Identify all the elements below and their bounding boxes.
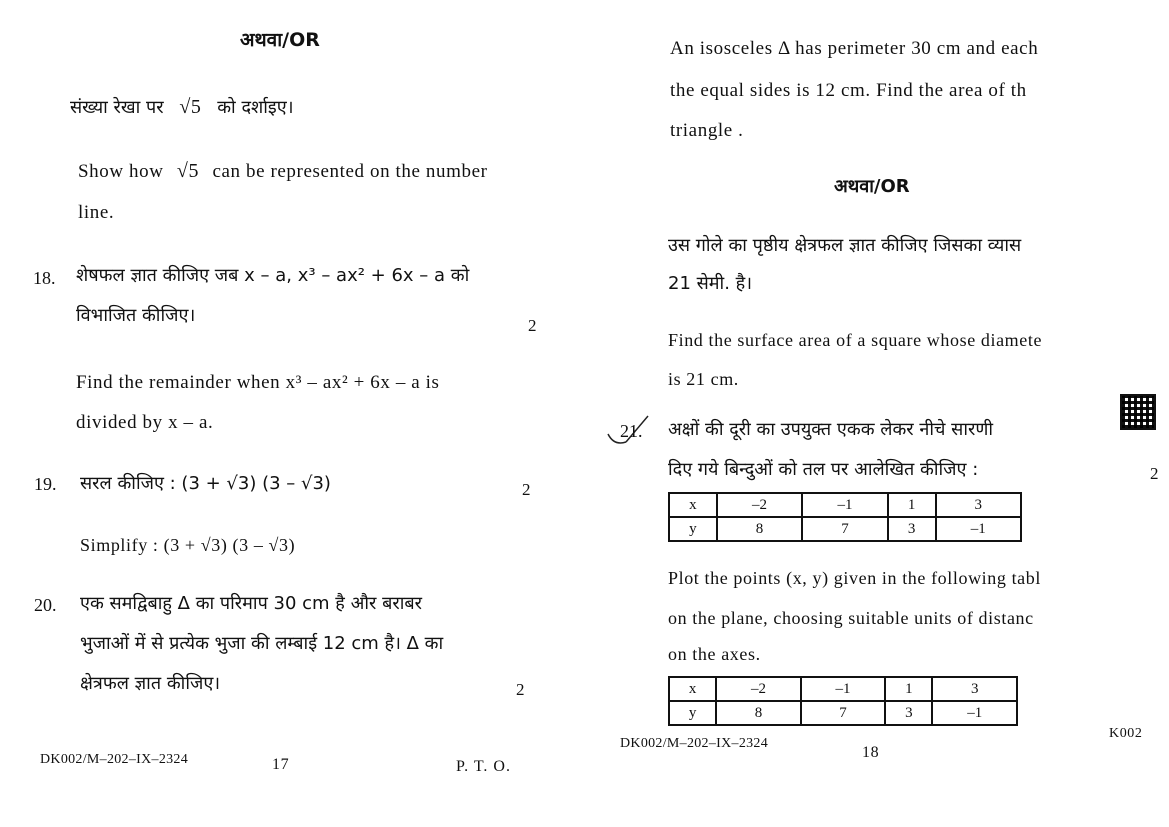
pto-label: P. T. O. [456,758,511,775]
table-cell: 7 [801,701,886,725]
table-cell: 8 [717,517,802,541]
table-row [669,701,1017,725]
q20-alt-hindi-line2: 21 सेमी. है। [668,273,753,294]
q21-number: 21. [620,421,643,441]
q18-english-line1: Find the remainder when x³ – ax² + 6x – a is [76,372,440,393]
q21-marks: 2 [1150,464,1159,483]
table-cell: –2 [717,493,802,517]
q18-hindi-line2: विभाजित कीजिए। [76,305,196,326]
qr-code-icon [1120,394,1156,430]
q20-hindi-line2: भुजाओं में से प्रत्येक भुजा की लम्बाई 12 cm है। Δ का [80,633,444,654]
table-cell: –1 [932,701,1017,725]
q20-hindi-line3: क्षेत्रफल ज्ञात कीजिए। [80,673,221,694]
q19-number: 19. [34,474,57,494]
q20-number: 20. [34,595,57,615]
q20-hindi-line1: एक समद्विबाहु Δ का परिमाप 30 cm है और बराबर [80,593,423,614]
q18-marks: 2 [528,316,537,335]
q21-english-line1: Plot the points (x, y) given in the following tabl [668,568,1041,588]
table-cell: 8 [716,701,801,725]
q17-alt-english: Show how √5 can be represented on the number [78,160,488,182]
q20-marks: 2 [516,680,525,699]
footer-code: DK002/M–202–IX–2324 [40,752,189,767]
q18-number: 18. [33,268,56,288]
table-cell: –2 [716,677,801,701]
or-heading: अथवा/OR [834,176,910,197]
q18-english-line2: divided by x – a. [76,412,214,433]
q20-alt-english-line1: Find the surface area of a square whose diamete [668,330,1043,350]
left-page [0,0,584,827]
table-row [669,517,1021,541]
q20-english-line2: the equal sides is 12 cm. Find the area of th [670,80,1027,101]
table-cell: –1 [801,677,886,701]
footer-code: DK002/M–202–IX–2324 [620,736,769,751]
q17-alt-english-line2: line. [78,202,115,223]
q18-hindi-line1: शेषफल ज्ञात कीजिए जब x – a, x³ – ax² + 6x – a को [76,265,470,286]
table-row-header: x [669,493,717,517]
edge-code: K002 [1109,726,1143,741]
q21-english-line3: on the axes. [668,644,761,664]
page-number: 18 [862,744,880,761]
q20-alt-english-line2: is 21 cm. [668,369,739,389]
right-page [584,0,1169,827]
table-row [669,677,1017,701]
table-cell: 3 [885,701,932,725]
table-cell: 1 [885,677,932,701]
q19-marks: 2 [522,480,531,499]
table-cell: 3 [888,517,936,541]
table-cell: –1 [936,517,1022,541]
points-table-english [668,676,1018,726]
table-cell: 7 [802,517,887,541]
q21-hindi-line2: दिए गये बिन्दुओं को तल पर आलेखित कीजिए : [668,459,979,480]
table-row-header: y [669,517,717,541]
q21-english-line2: on the plane, choosing suitable units of distanc [668,608,1034,628]
table-cell: 1 [888,493,936,517]
q20-english-line3: triangle . [670,120,744,141]
table-cell: 3 [936,493,1022,517]
q21-hindi-line1: अक्षों की दूरी का उपयुक्त एकक लेकर नीचे सारणी [668,419,994,440]
q20-english-line1: An isosceles Δ has perimeter 30 cm and each [670,38,1039,59]
page-number: 17 [272,756,290,773]
table-cell: –1 [802,493,887,517]
table-row-header: x [669,677,716,701]
q19-english: Simplify : (3 + √3) (3 – √3) [80,535,296,555]
table-cell: 3 [932,677,1017,701]
table-row [669,493,1021,517]
points-table-hindi [668,492,1022,542]
q17-alt-hindi: संख्या रेखा पर √5 को दर्शाइए। [70,96,294,118]
table-row-header: y [669,701,716,725]
or-heading: अथवा/OR [240,29,320,51]
q19-hindi: सरल कीजिए : (3 + √3) (3 – √3) [80,473,331,494]
q20-alt-hindi-line1: उस गोले का पृष्ठीय क्षेत्रफल ज्ञात कीजिए जिसका व्यास [668,235,1022,256]
